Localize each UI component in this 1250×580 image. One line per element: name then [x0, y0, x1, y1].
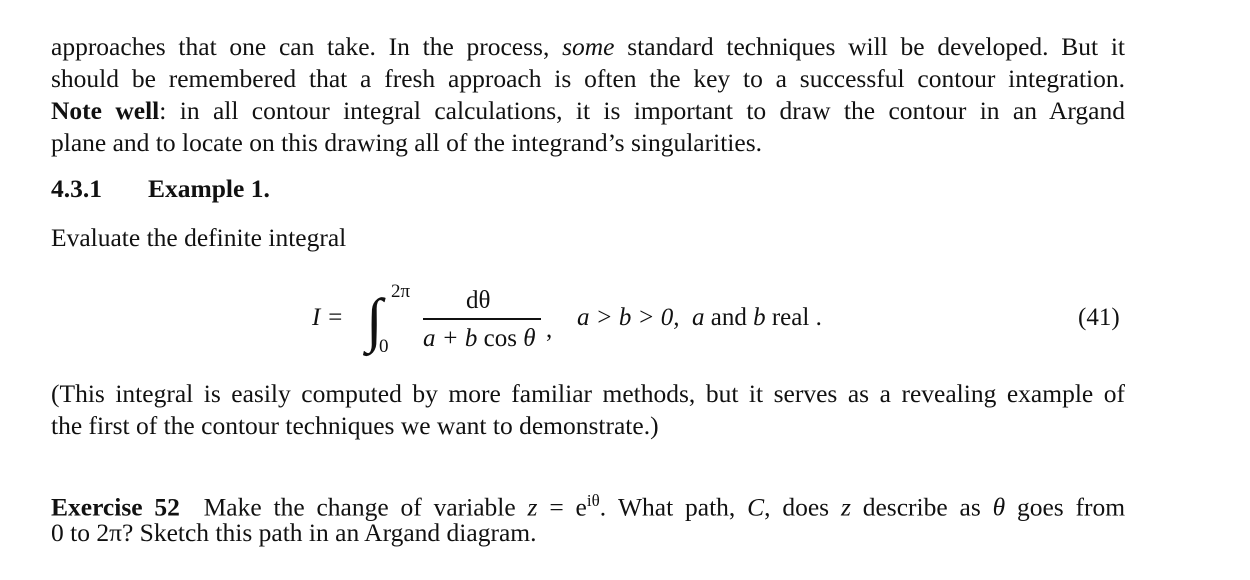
integral-sign-icon: ∫ — [366, 287, 383, 353]
paragraph-2-line-2: the first of the contour techniques we want to demonstrate.) — [51, 411, 659, 440]
lhs-text: I = — [312, 304, 344, 331]
math-exponent: iθ — [586, 491, 600, 510]
lower-limit: 0 — [379, 336, 389, 357]
emphasis-some: some — [562, 32, 615, 61]
text-run: : in all contour integral calculations, it is important to draw the contour in an Argand — [159, 96, 1125, 125]
equation-number: (41) — [1078, 304, 1120, 331]
equation-condition — [577, 304, 822, 332]
math-theta: θ — [992, 492, 1006, 522]
paragraph-1-line-4: plane and to locate on this drawing all of the integrand’s singularities. — [51, 128, 762, 157]
fraction-bar — [423, 318, 541, 320]
denominator-a-b: a + b — [423, 325, 478, 352]
section-title: Example 1. — [148, 174, 270, 203]
exercise-label: Exercise 52 — [51, 492, 180, 522]
condition-real: real . — [771, 304, 822, 331]
exercise-line-2: 0 to 2π? Sketch this path in an Argand diagram. — [51, 518, 537, 547]
intro-text: Evaluate the definite integral — [51, 223, 347, 252]
text-run: goes from — [1016, 492, 1126, 522]
denominator-theta: θ — [523, 325, 536, 352]
equation-lhs — [312, 304, 343, 332]
denominator-cos: cos — [483, 325, 517, 352]
math-equals: = — [549, 492, 564, 522]
math-e: e — [575, 492, 587, 522]
math-z: z — [527, 492, 538, 522]
paragraph-1-line-1 — [51, 31, 1125, 63]
condition-a: a — [692, 304, 705, 331]
condition-and: and — [710, 304, 747, 331]
note-well-label: Note well — [51, 96, 160, 125]
numerator: dθ — [466, 287, 491, 314]
math-z: z — [840, 492, 851, 522]
paragraph-1-line-3 — [51, 95, 1125, 127]
text-run: Make the change of variable — [203, 492, 516, 522]
text-run: standard techniques will be developed. But it — [614, 32, 1125, 61]
text-run: approaches that one can take. In the process, — [51, 32, 563, 61]
paragraph-1-line-2: should be remembered that a fresh approach is often the key to a successful contour integration. — [51, 64, 1125, 93]
denominator — [423, 325, 535, 353]
math-C: C — [747, 492, 765, 522]
equation-comma: , — [546, 316, 553, 343]
upper-limit: 2π — [391, 281, 411, 302]
text-run: , does — [764, 492, 830, 522]
condition-inequality: a > b > 0, — [577, 304, 680, 331]
condition-b: b — [753, 304, 766, 331]
text-run: describe as — [862, 492, 981, 522]
paragraph-2-line-1: (This integral is easily computed by more familiar methods, but it serves as a revealing example of — [51, 379, 1125, 408]
text-run: . What path, — [599, 492, 736, 522]
section-number: 4.3.1 — [51, 174, 102, 203]
